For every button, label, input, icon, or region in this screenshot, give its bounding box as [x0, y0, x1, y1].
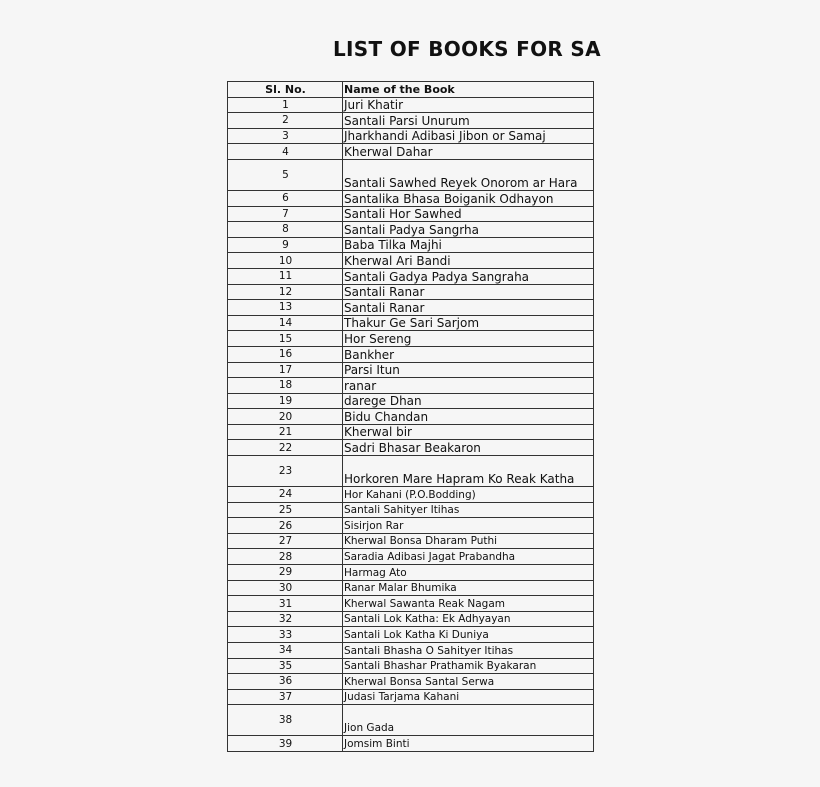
book-name-cell: Kherwal Ari Bandi	[343, 253, 594, 269]
book-name-cell: Juri Khatir	[343, 97, 594, 113]
table-row	[228, 222, 594, 238]
sl-no-cell: 7	[228, 206, 343, 222]
sl-no-cell: 10	[228, 253, 343, 269]
sl-no-cell: 29	[228, 565, 343, 581]
table-row	[228, 128, 594, 144]
table-row	[228, 580, 594, 596]
table-row	[228, 315, 594, 331]
table-row	[228, 611, 594, 627]
sl-no-cell: 34	[228, 643, 343, 659]
book-name-cell: Santali Bhashar Prathamik Byakaran	[343, 658, 594, 674]
book-name-cell: Santalika Bhasa Boiganik Odhayon	[343, 190, 594, 206]
table-row	[228, 565, 594, 581]
table-row	[228, 237, 594, 253]
table-row	[228, 159, 594, 190]
sl-no-cell: 13	[228, 300, 343, 316]
book-name-cell: Thakur Ge Sari Sarjom	[343, 315, 594, 331]
sl-no-cell: 8	[228, 222, 343, 238]
book-name-cell: Kherwal Bonsa Santal Serwa	[343, 674, 594, 690]
book-name-cell: Jharkhandi Adibasi Jibon or Samaj	[343, 128, 594, 144]
table-row	[228, 268, 594, 284]
sl-no-cell: 26	[228, 518, 343, 534]
sl-no-cell: 14	[228, 315, 343, 331]
table-row	[228, 331, 594, 347]
book-name-cell: Sadri Bhasar Beakaron	[343, 440, 594, 456]
table-row	[228, 627, 594, 643]
table-row	[228, 502, 594, 518]
table-row	[228, 689, 594, 705]
book-name-cell: Santali Hor Sawhed	[343, 206, 594, 222]
table-row	[228, 409, 594, 425]
table-row	[228, 736, 594, 752]
book-name-cell: Kherwal bir	[343, 424, 594, 440]
sl-no-cell: 20	[228, 409, 343, 425]
book-name-cell: Parsi Itun	[343, 362, 594, 378]
page-title: LIST OF BOOKS FOR SA	[333, 37, 601, 61]
book-name-cell: Judasi Tarjama Kahani	[343, 689, 594, 705]
book-name-cell: Santali Lok Katha Ki Duniya	[343, 627, 594, 643]
table-row	[228, 253, 594, 269]
sl-no-cell: 38	[228, 705, 343, 736]
table-row	[228, 300, 594, 316]
table-row	[228, 440, 594, 456]
table-row	[228, 284, 594, 300]
sl-no-cell: 9	[228, 237, 343, 253]
table-row	[228, 393, 594, 409]
sl-no-cell: 12	[228, 284, 343, 300]
book-name-cell: Kherwal Bonsa Dharam Puthi	[343, 533, 594, 549]
table-row	[228, 113, 594, 129]
sl-no-cell: 11	[228, 268, 343, 284]
book-name-cell: Santali Ranar	[343, 284, 594, 300]
table-row	[228, 206, 594, 222]
table-row	[228, 596, 594, 612]
sl-no-cell: 4	[228, 144, 343, 160]
sl-no-cell: 32	[228, 611, 343, 627]
sl-no-cell: 31	[228, 596, 343, 612]
sl-no-cell: 36	[228, 674, 343, 690]
table-header-row	[228, 82, 594, 98]
book-name-cell: Horkoren Mare Hapram Ko Reak Katha	[343, 456, 594, 487]
book-name-cell: Jion Gada	[343, 705, 594, 736]
book-name-cell: Santali Parsi Unurum	[343, 113, 594, 129]
table-row	[228, 658, 594, 674]
book-name-cell: Ranar Malar Bhumika	[343, 580, 594, 596]
table-row	[228, 674, 594, 690]
sl-no-cell: 24	[228, 487, 343, 503]
sl-no-cell: 5	[228, 159, 343, 190]
book-name-cell: Santali Gadya Padya Sangraha	[343, 268, 594, 284]
table-row	[228, 643, 594, 659]
sl-no-cell: 30	[228, 580, 343, 596]
book-name-cell: Hor Kahani (P.O.Bodding)	[343, 487, 594, 503]
table-row	[228, 424, 594, 440]
book-name-cell: Santali Sahityer Itihas	[343, 502, 594, 518]
book-name-cell: Jomsim Binti	[343, 736, 594, 752]
table-row	[228, 346, 594, 362]
header-book-name: Name of the Book	[343, 82, 594, 98]
book-name-cell: Baba Tilka Majhi	[343, 237, 594, 253]
book-name-cell: Sisirjon Rar	[343, 518, 594, 534]
sl-no-cell: 35	[228, 658, 343, 674]
sl-no-cell: 23	[228, 456, 343, 487]
books-table	[227, 81, 594, 752]
sl-no-cell: 21	[228, 424, 343, 440]
book-name-cell: Kherwal Sawanta Reak Nagam	[343, 596, 594, 612]
table-row	[228, 456, 594, 487]
book-name-cell: Saradia Adibasi Jagat Prabandha	[343, 549, 594, 565]
table-row	[228, 378, 594, 394]
book-name-cell: Santali Bhasha O Sahityer Itihas	[343, 643, 594, 659]
table-row	[228, 144, 594, 160]
book-name-cell: Bankher	[343, 346, 594, 362]
header-sl-no: Sl. No.	[228, 82, 343, 98]
table-row	[228, 518, 594, 534]
sl-no-cell: 37	[228, 689, 343, 705]
sl-no-cell: 19	[228, 393, 343, 409]
sl-no-cell: 15	[228, 331, 343, 347]
book-name-cell: ranar	[343, 378, 594, 394]
table-row	[228, 97, 594, 113]
book-name-cell: Hor Sereng	[343, 331, 594, 347]
book-name-cell: Kherwal Dahar	[343, 144, 594, 160]
sl-no-cell: 18	[228, 378, 343, 394]
book-name-cell: Santali Padya Sangrha	[343, 222, 594, 238]
sl-no-cell: 17	[228, 362, 343, 378]
book-name-cell: Santali Lok Katha: Ek Adhyayan	[343, 611, 594, 627]
book-name-cell: Santali Sawhed Reyek Onorom ar Hara	[343, 159, 594, 190]
table-row	[228, 549, 594, 565]
sl-no-cell: 25	[228, 502, 343, 518]
sl-no-cell: 28	[228, 549, 343, 565]
sl-no-cell: 22	[228, 440, 343, 456]
book-name-cell: Harmag Ato	[343, 565, 594, 581]
sl-no-cell: 3	[228, 128, 343, 144]
book-name-cell: darege Dhan	[343, 393, 594, 409]
table-row	[228, 705, 594, 736]
table-row	[228, 533, 594, 549]
sl-no-cell: 16	[228, 346, 343, 362]
book-name-cell: Santali Ranar	[343, 300, 594, 316]
table-row	[228, 190, 594, 206]
sl-no-cell: 6	[228, 190, 343, 206]
sl-no-cell: 27	[228, 533, 343, 549]
sl-no-cell: 33	[228, 627, 343, 643]
book-name-cell: Bidu Chandan	[343, 409, 594, 425]
sl-no-cell: 2	[228, 113, 343, 129]
sl-no-cell: 39	[228, 736, 343, 752]
sl-no-cell: 1	[228, 97, 343, 113]
table-row	[228, 362, 594, 378]
table-row	[228, 487, 594, 503]
